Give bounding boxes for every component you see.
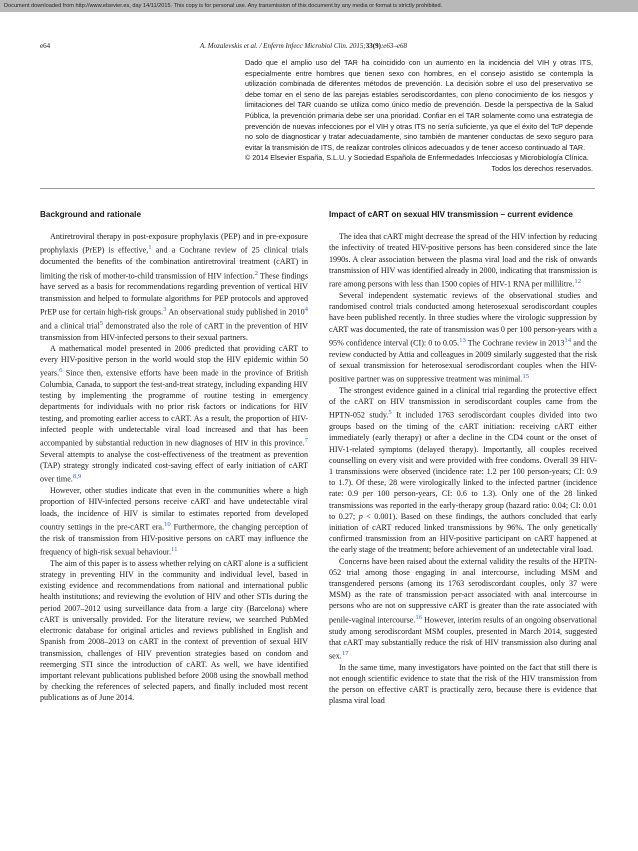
text-segment: The idea that cART might decrease the spread of the HIV infection by reducing the infectivity of treated HIV-positive persons has been considered since the late 1990s. A clear association between the plasma viral load and the risk of onwards transmission of HIV was identified already in 2000, indicating that transmission is rare among persons with less than 1500 copies of HIV-1 RNA per millilitre. [329,232,597,289]
citation-link[interactable]: 6 [59,367,63,375]
citation-link[interactable]: 17 [341,649,349,657]
citation-link[interactable]: 5 [388,409,392,417]
text-segment: The strongest evidence gained in a clinical trial regarding the protective effect of the cART on HIV transmission in serodiscordant couples came from the HPTN-052 study. [329,385,597,420]
paragraph: In the same time, many investigators have pointed on the fact that still there is not enough scientific evidence to state that the risk of the HIV transmission from the person on effective cART is practically zero, because there is evidence that plasma viral load [329,662,597,706]
abstract-text: Dado que el amplio uso del TAR ha coincidido con un aumento en la incidencia del VIH y otras ITS, especialmente entre hombres que tienen sexo con hombres, en el consejo asistido se contempla la utilización combinada de diferentes métodos de prevención. La decisión sobre el uso del preservativo se debe tomar en el seno de las parejas estables serodiscordantes, con pleno conocimiento de los riesgos y limitaciones del TAR cuando se utiliza como único medio de prevención. Desde la perspectiva de la Salud Pública, la prevención primaria debe ser una prioridad. Confiar en el TAR solamente como una estrategia de prevención de nuevas infecciones por el VIH y otras ITS no sería suficiente, ya que el éxito del TcP depende no solo de diagnosticar y tratar adecuadamente, sino también de mantener conductas de sexo seguro para evitar la transmisión de ITS, de realizar controles clínicos adecuados y de tener acceso continuado al TAR. [245,58,593,152]
paragraph [329,385,597,556]
text-segment: An observational study published in 2010 [166,307,305,317]
text-segment: Several independent systematic reviews of the observational studies and randomised control trials conducted among heterosexual serodiscordant couples have been published recently. In three studies where the virologic suppression by cART was documented, the rate of transmission was 0 per 100 person-years with a 95% confidence interval (CI): 0 to 0.05. [329,290,597,348]
citation-link[interactable]: 8,9 [72,473,82,481]
text-segment: Concerns have been raised about the external validity the results of the HPTN-052 trial among those engaging in anal intercourse, including MSM and transgendered persons (among its 1763 serodiscordant couples, only 37 were MSM) as the rate of transmission per-act associated with anal intercourse in persons who are not on suppressive cART is greater than the rate associated with penile-vaginal intercourse. [329,556,597,625]
download-notice-bar: Document downloaded from http://www.elsevier.es, day 14/11/2015. This copy is for personal use. Any transmission of this document by any media or format is strictly prohibited. [0,0,638,12]
text-segment: Several attempts to analyse the cost-effectiveness of the treatment as prevention (TAP) strategy strongly indicated cost-saving effect of early initiation of cART over time. [40,449,308,485]
text-segment: and a Cochrane review of 25 clinical trials documented the benefits of the combination antiretroviral treatment (cART) in limiting the risk of mother-to-child transmission of HIV infection. [40,246,308,281]
abstract-rights: Todos los derechos reservados. [491,163,593,173]
section-heading-impact: Impact of cART on sexual HIV transmission – current evidence [329,210,573,219]
running-header [40,40,598,52]
text-segment: Antiretroviral therapy in post-exposure prophylaxis (PEP) and in pre-exposure prophylaxis (PrEP) is effective, [40,232,308,256]
text-segment: A mathematical model presented in 2006 predicted that providing cART to every HIV-positive person in the world would stop the HIV epidemic within 50 years. [40,343,308,378]
paragraph: The aim of this paper is to assess whether relying on cART alone is a sufficient strategy in preventing HIV in the community and individual level, based in existing evidence and recommendations from national and international public health institutions; and reviewing the evolution of HIV and other STIs during the period 2007–2012 using surveillance data from a large city (Barcelona) where cART is universally provided. For the literature review, we searched PubMed electronic database for original articles and reviews published in English and Spanish from 2008–2013 on cART in the context of prevention of sexual HIV transmission, challenges of HIV prevention strategies based on condom and reemerging STI since the introduction of cART. As well, we have identified important relevant publications published before 2008 using the snowball method by checking the references of selected papers, and finally included most recent publications as of June 2014. [40,558,308,703]
text-segment: It included 1763 serodiscordant couples divided into two groups based on the timing of the cART initiation: receiving cART either immediately (early therapy) or after a decline in the CD4 count or the onset of HIV-1-related symptoms (delayed therapy). Importantly, all couples received counselling on every visit and were provided with free condoms. Overall 39 HIV-1 transmissions were observed (incidence rate: 1.2 per 100 person-years; CI: 0.9 to 1.7). Of these, 28 were virologically linked to the infected partner (incidence rate: 0.9 per 100 person-years, CI: 0.6 to 1.3). Only one of the 28 linked transmissions was reported in the early-therapy group (hazard ratio: 0.04; CI: 0.01 to 0.27; [329,411,597,521]
abstract-copyright: © 2014 Elsevier España, S.L.U. y Sociedad Española de Enfermedades Infecciosas y Microbiología Clínica. [245,153,589,163]
p-value-symbol: p [358,511,363,521]
text-segment: and the review conducted by Attia and colleagues in 2009 similarly suggested that the risk of sexual transmission for heterosexual serodiscordant couples when the HIV-positive partner was on suppressive treatment was minimal. [329,338,597,384]
section-heading-background: Background and rationale [40,210,141,219]
left-column [40,209,308,704]
abstract-spanish [245,58,593,175]
citation-link[interactable]: 2 [254,269,259,277]
text-segment: These findings have served as a basis for recommendations regarding prevention of vertical HIV transmission and helped to formulate algorithms for PEP protocols and approved PrEP use for certain high-risk groups. [40,271,308,317]
citation-link[interactable]: 14 [564,336,572,344]
text-segment: The Cochrane review in 2013 [465,338,565,348]
paragraph [40,485,308,558]
journal-citation [200,40,407,52]
paragraph [329,290,597,385]
text-segment: and a clinical trial [40,321,100,331]
citation-link[interactable]: 1 [148,244,152,252]
citation-link[interactable]: 16 [415,613,423,621]
citation-link[interactable]: 12 [574,278,582,286]
paragraph [329,231,597,290]
citation-link[interactable]: 4 [304,305,308,313]
journal-citation-prefix: A. Mozalevskis et al. / Enferm Infecc Microbiol Clin. 2015; [200,42,366,50]
text-segment: < 0.001). Based on these findings, the authors concluded that early initiation of cART reduced linked transmissions by 96%. The only genetically confirmed transmission from an HIV-positive participant on cART happened at the early stage of the treatment; before achievement of an undetectable viral load. [329,511,597,555]
paragraph [40,343,308,486]
paragraph [40,231,308,343]
citation-link[interactable]: 11 [171,545,178,553]
citation-link[interactable]: 15 [522,373,530,381]
paragraph [329,556,597,662]
text-segment: demonstrated also the role of cART in the prevention of HIV transmission from HIV-infected persons to their sexual partners. [40,321,309,342]
citation-link[interactable]: 5 [99,319,104,327]
right-column [329,209,597,707]
citation-link[interactable]: 13 [459,336,466,344]
text-segment: However, other studies indicate that even in the communities where a high proportion of HIV-infected persons receive cART and have undetectable viral loads, the incidence of HIV is similar to estimates reported from developed country settings in the pre-cART era. [40,486,308,532]
citation-link[interactable]: 3 [163,305,167,313]
citation-link[interactable]: 10 [164,520,171,528]
text-segment: Furthermore, the changing perception of the risk of transmission from HIV-positive persons on cART may influence the frequency of high-risk sexual behaviour. [40,522,308,557]
text-segment: However, interim results of an ongoing observational study among serodiscordant MSM couples, presented in March 2014, suggested that cART may substantially reduce the risk of HIV transmission also during anal sex. [329,615,598,661]
journal-volume: 33(9) [365,42,381,50]
citation-link[interactable]: 7 [304,437,308,445]
text-segment: Since then, extensive efforts have been made in the province of British Columbia, Canada, to support the test-and-treat strategy, including expanding HIV testing by implementing the programme of routine testing in emergency departments for individuals with no prior risk factors or indications for HIV testing, and promoting earlier access to cART. As a result, the proportion of HIV-infected people with undetectable viral load increased and that has been accompanied by substantial reduction in new diagnoses of HIV in this province. [40,368,308,448]
page-number: e64 [40,42,51,50]
section-divider [40,188,595,189]
journal-citation-pages: :e63–e68 [380,42,407,50]
